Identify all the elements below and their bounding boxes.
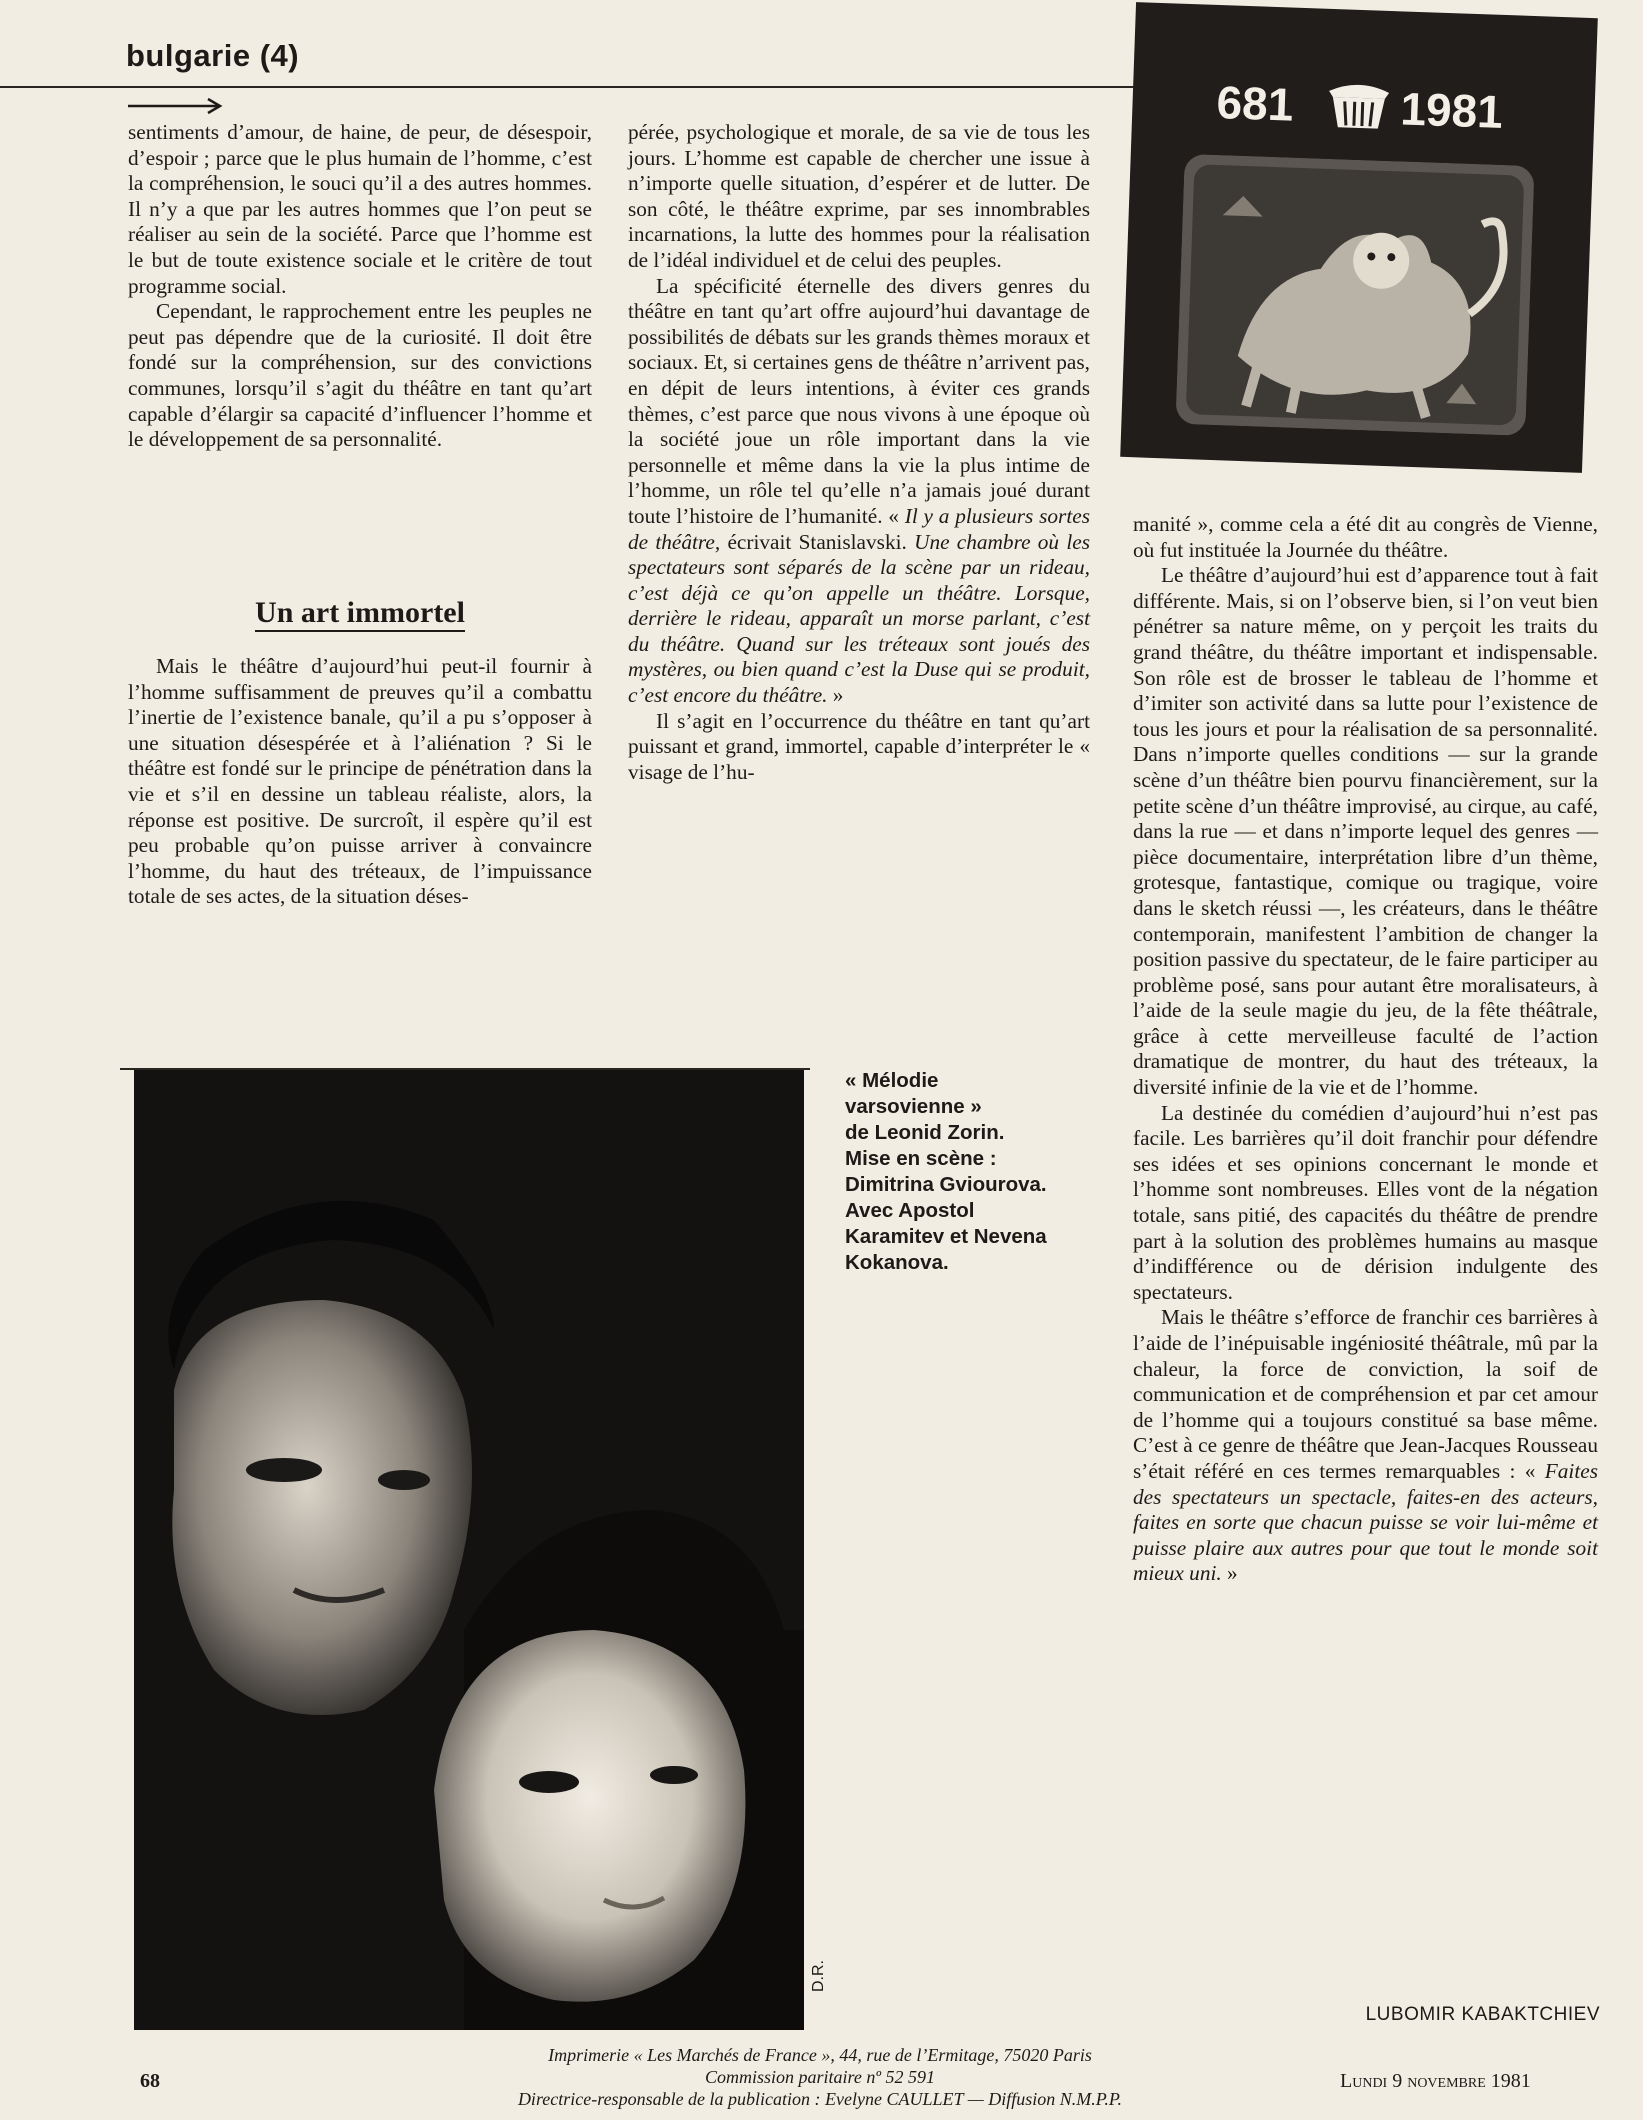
text-run: »: [1221, 1561, 1238, 1586]
imprint-line: Imprimerie « Les Marchés de France », 44, rue de l’Ermitage, 75020 Paris: [548, 2045, 1092, 2065]
paragraph: [1133, 1305, 1598, 1587]
cover-year-left: 681: [1215, 75, 1295, 131]
article-column-1: [128, 120, 592, 453]
imprint-line: Directrice-responsable de la publication : Evelyne CAULLET — Diffusion N.M.P.P.: [517, 2089, 1123, 2109]
caption-line: de Leonid Zorin.: [845, 1121, 1005, 1144]
paragraph: sentiments d’amour, de haine, de peur, de désespoir, d’espoir ; parce que le plus humain de l’homme, c’est la compréhension, le souci qu’il a des autres hommes. Il n’y a que par les autres hommes que l’on peut se réaliser au sein de la société. Parce que l’homme est le but de toute existence sociale et le critère de tout programme social.: [128, 120, 592, 298]
lion-relief-icon: [1175, 154, 1534, 436]
cover-year-right: 1981: [1399, 82, 1504, 138]
paragraph: manité », comme cela a été dit au congrès de Vienne, où fut instituée la Journée du théâtre.: [1133, 512, 1598, 562]
article-column-1-continued: [128, 654, 592, 910]
article-column-3: [1133, 512, 1598, 1587]
caption-line: Mise en scène :: [845, 1147, 997, 1170]
issue-date: Lundi 9 novembre 1981: [1340, 2070, 1531, 2092]
paragraph: Cependant, le rapprochement entre les peuples ne peut pas dépendre que de la curiosité. Il doit être fondé sur la compréhension, sur des convictions communes, lorsqu’il s’agit du théâtre en tant qu’art capable d’élargir sa capacité d’influencer l’homme et le développement de sa personnalité.: [128, 299, 592, 452]
actors-portrait-icon: [134, 1070, 804, 2030]
quote-run: Une chambre où les spectateurs sont séparés de la scène par un rideau, c’est déjà ce qu’on appelle un théâtre. Lorsque, derrière le rideau, apparaît un morse parlant, c’est du théâtre. Quand sur les tréteaux sont joués des mystères, ou bien quand c’est la Duse qui se produit, c’est encore du théâtre.: [628, 529, 1090, 708]
paragraph: La destinée du comédien d’aujourd’hui n’est pas facile. Les barrières qu’il doit franchir pour défendre ses idées et ses opinions concernant le monde et l’homme sont nombreuses. Elles vont de la négation totale, sans pitié, des capacités du théâtre de prendre part à la solution des problèmes humains au masque d’indifférence ou de dérision indulgente des spectateurs.: [1133, 1100, 1598, 1304]
caption-line: Avec Apostol: [845, 1199, 975, 1222]
text-run: Mais le théâtre s’efforce de franchir ces barrières à l’aide de l’inépuisable ingéniosité théâtrale, mû par la chaleur, la force de conviction, la soif de communication et de compréhension et par cet amour de l’homme qui a toujours constitué sa base même. C’est à ce genre de théâtre que Jean-Jacques Rousseau s’était référé en ces termes remarquables : «: [1133, 1305, 1598, 1483]
quote-run: Faites des spectateurs un spectacle, faites-en des acteurs, faites en sorte que chacun puisse se voir lui-même et puisse plaire aux autres pour que tout le monde soit mieux uni.: [1133, 1458, 1598, 1586]
paragraph: Mais le théâtre d’aujourd’hui peut-il fournir à l’homme suffisamment de preuves qu’il a combattu l’inertie de l’existence banale, qu’il a pu s’opposer à une situation désespérée et à l’aliénation ? Si le théâtre est fondé sur le principe de pénétration dans la vie et s’il en dessine un tableau réaliste, alors, la réponse est positive. De surcroît, il espère qu’il est peu probable qu’on puisse arriver à convaincre l’homme, du haut des tréteaux, de l’impuissance totale de ses actes, de la situation déses-: [128, 654, 592, 909]
anniversary-cover-image: [1120, 2, 1598, 473]
caption-line: Kokanova.: [845, 1251, 949, 1274]
section-header: bulgarie (4): [126, 38, 300, 73]
photo-credit: D.R.: [810, 1960, 827, 1992]
photo-caption: [845, 1068, 1115, 1276]
text-run: La spécificité éternelle des divers genres du théâtre en tant qu’art offre aujourd’hui davantage de possibilités de débats sur les grands thèmes moraux et sociaux. Et, si certaines gens de théâtre n’arrivent pas, en dépit de leurs intentions, à éviter ces grands thèmes, c’est parce que nous vivons à une époque où la société joue un rôle important dans la vie personnelle et même dans la vie la plus intime de l’homme, un rôle tel qu’elle n’a jamais joué durant toute l’histoire de l’humanité. «: [628, 273, 1090, 528]
paragraph: [628, 274, 1090, 709]
paragraph: Il s’agit en l’occurrence du théâtre en tant qu’art puissant et grand, immortel, capable d’interpréter le « visage de l’hu-: [628, 708, 1090, 784]
crown-emblem-icon: [1326, 79, 1392, 137]
article-column-2: [628, 120, 1090, 785]
section-title-text: Un art immortel: [255, 596, 465, 632]
caption-line: Dimitrina Gviourova.: [845, 1173, 1047, 1196]
text-run: écrivait Stanislavski.: [720, 529, 915, 554]
theatre-photo: [134, 1070, 804, 2030]
paragraph: Le théâtre d’aujourd’hui est d’apparence tout à fait différente. Mais, si on l’observe bien, si l’on veut bien pénétrer sa nature même, on y perçoit les traits du grand théâtre, du théâtre important et indispensable. Son rôle est de brosser le tableau de l’homme et d’imiter son activité dans sa lutte pour l’existence de tous les jours et pour la réalisation de sa personnalité. Dans n’importe quelles conditions — sur la grande scène d’un théâtre bien pourvu financièrement, sur la petite scène d’un théâtre improvisé, au cirque, au café, dans la rue — et dans n’importe lequel des genres — pièce documentaire, interprétation libre d’un thème, grotesque, fantastique, comique ou tragique, voire dans le sketch réussi —, les créateurs, dans le théâtre contemporain, manifestent l’ambition de changer la position passive du spectateur, de le faire participer au problème posé, sans pour autant être moralisateurs, à l’aide de la seule magie du jeu, de la fête théâtrale, grâce à cette merveilleuse faculté de l’action dramatique de montrer, du haut des tréteaux, la diversité infinie de la vie et de l’homme.: [1133, 563, 1598, 1100]
page-number: 68: [140, 2070, 160, 2092]
text-run: »: [827, 683, 844, 708]
footer-imprint: [440, 2044, 1200, 2110]
caption-line: « Mélodie: [845, 1069, 939, 1092]
section-title: [128, 596, 592, 630]
quote-run: Il y a plusieurs sortes de théâtre,: [628, 503, 1090, 554]
imprint-line: Commission paritaire nº 52 591: [705, 2067, 935, 2087]
paragraph: pérée, psychologique et morale, de sa vie de tous les jours. L’homme est capable de chercher une issue à n’importe quelle situation, d’espérer et de lutter. De son côté, le théâtre exprime, par ses innombrables incarnations, la lutte des hommes pour la réalisation de l’idéal individuel et de celui des peuples.: [628, 120, 1090, 272]
caption-line: varsovienne »: [845, 1095, 982, 1118]
caption-line: Karamitev et Nevena: [845, 1225, 1047, 1248]
continuation-arrow-icon: [126, 96, 226, 116]
author-signature: LUBOMIR KABAKTCHIEV: [1365, 2004, 1600, 2025]
